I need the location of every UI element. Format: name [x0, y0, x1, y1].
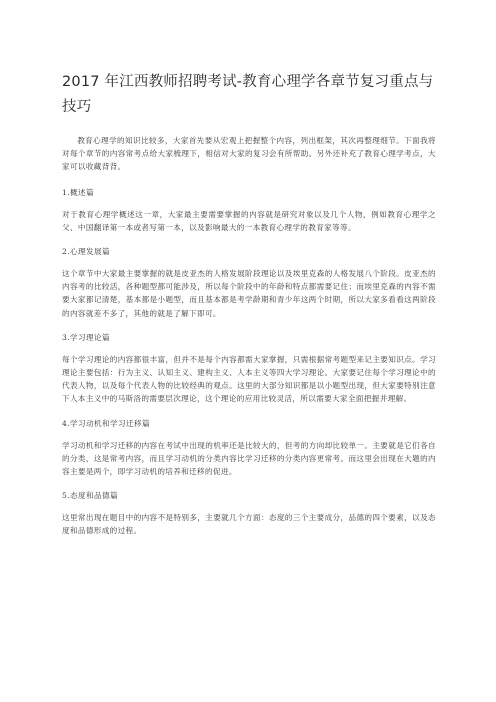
section-overview [62, 186, 436, 234]
section-development [62, 245, 436, 320]
section-body: 这里常出现在题目中的内容不是特别多，主要就几个方面：态度的三个主要成分，品德的四个要素，以及态度和品德形成的过程。 [62, 513, 436, 536]
section-heading: 2.心理发展篇 [62, 247, 111, 257]
section-body: 学习动机和学习迁移的内容在考试中出现的机率还是比较大的，但考的方向却比较单一。主要就是它们各自的分类，这是常考内容，而且学习动机的分类内容比学习迁移的分类内容更常考。而这里会出现在大题的内容主要是两个，即学习动机的培养和迁移的促进。 [62, 440, 436, 477]
section-body: 每个学习理论的内容都很丰富，但并不是每个内容都需大家掌握，只需根据常考题型来记主要知识点。学习理论主要包括：行为主义、认知主义、建构主义、人本主义等四大学习理论。大家要记住每个学习理论中的代表人物，以及每个代表人物的比较经典的观点。这里的大部分知识都是以小题型出现，但大家要特别注意下人本主义中的马斯洛的需要层次理论，这个理论的应用比较灵活，所以需要大家全面把握并理解。 [62, 354, 436, 404]
section-learning-theory [62, 331, 436, 406]
section-heading: 4.学习动机和学习迁移篇 [62, 418, 150, 428]
document-title: 2017 年江西教师招聘考试-教育心理学各章节复习重点与技巧 [62, 74, 434, 115]
section-motivation-transfer [62, 417, 436, 479]
section-heading: 1.概述篇 [62, 187, 95, 197]
section-attitude-morality [62, 489, 436, 537]
document-page [62, 70, 436, 549]
section-heading: 5.态度和品德篇 [62, 491, 119, 501]
section-body: 这个章节中大家最主要掌握的就是皮亚杰的人格发展阶段理论以及埃里克森的人格发展八个阶段。皮亚杰的内容考的比较活，各种题型都可能涉及，所以每个阶段中的年龄和特点都需要记住；而埃里克森的内容不需要大家都记清楚，基本都是小题型，而且基本都是考学龄期和青少年这两个时期，所以大家多看看这两阶段的内容就差不多了，其他的就是了解下即可。 [62, 269, 436, 318]
section-heading: 3.学习理论篇 [62, 332, 111, 342]
section-body: 对于教育心理学概述这一章，大家最主要需要掌握的内容就是研究对象以及几个人物，例如教育心理学之父、中国翻译第一本或者写第一本，以及影响最大的一本教育心理学的教育家等等。 [62, 209, 436, 232]
intro-paragraph: 教育心理学的知识比较多，大家首先要从宏观上把握整个内容，列出框架，其次再整理细节。下面我将对每个章节的内容常考点给大家梳理下，相信对大家的复习会有所帮助。另外还补充了教育心理学考点，大家可以收藏背背。 [62, 136, 436, 172]
